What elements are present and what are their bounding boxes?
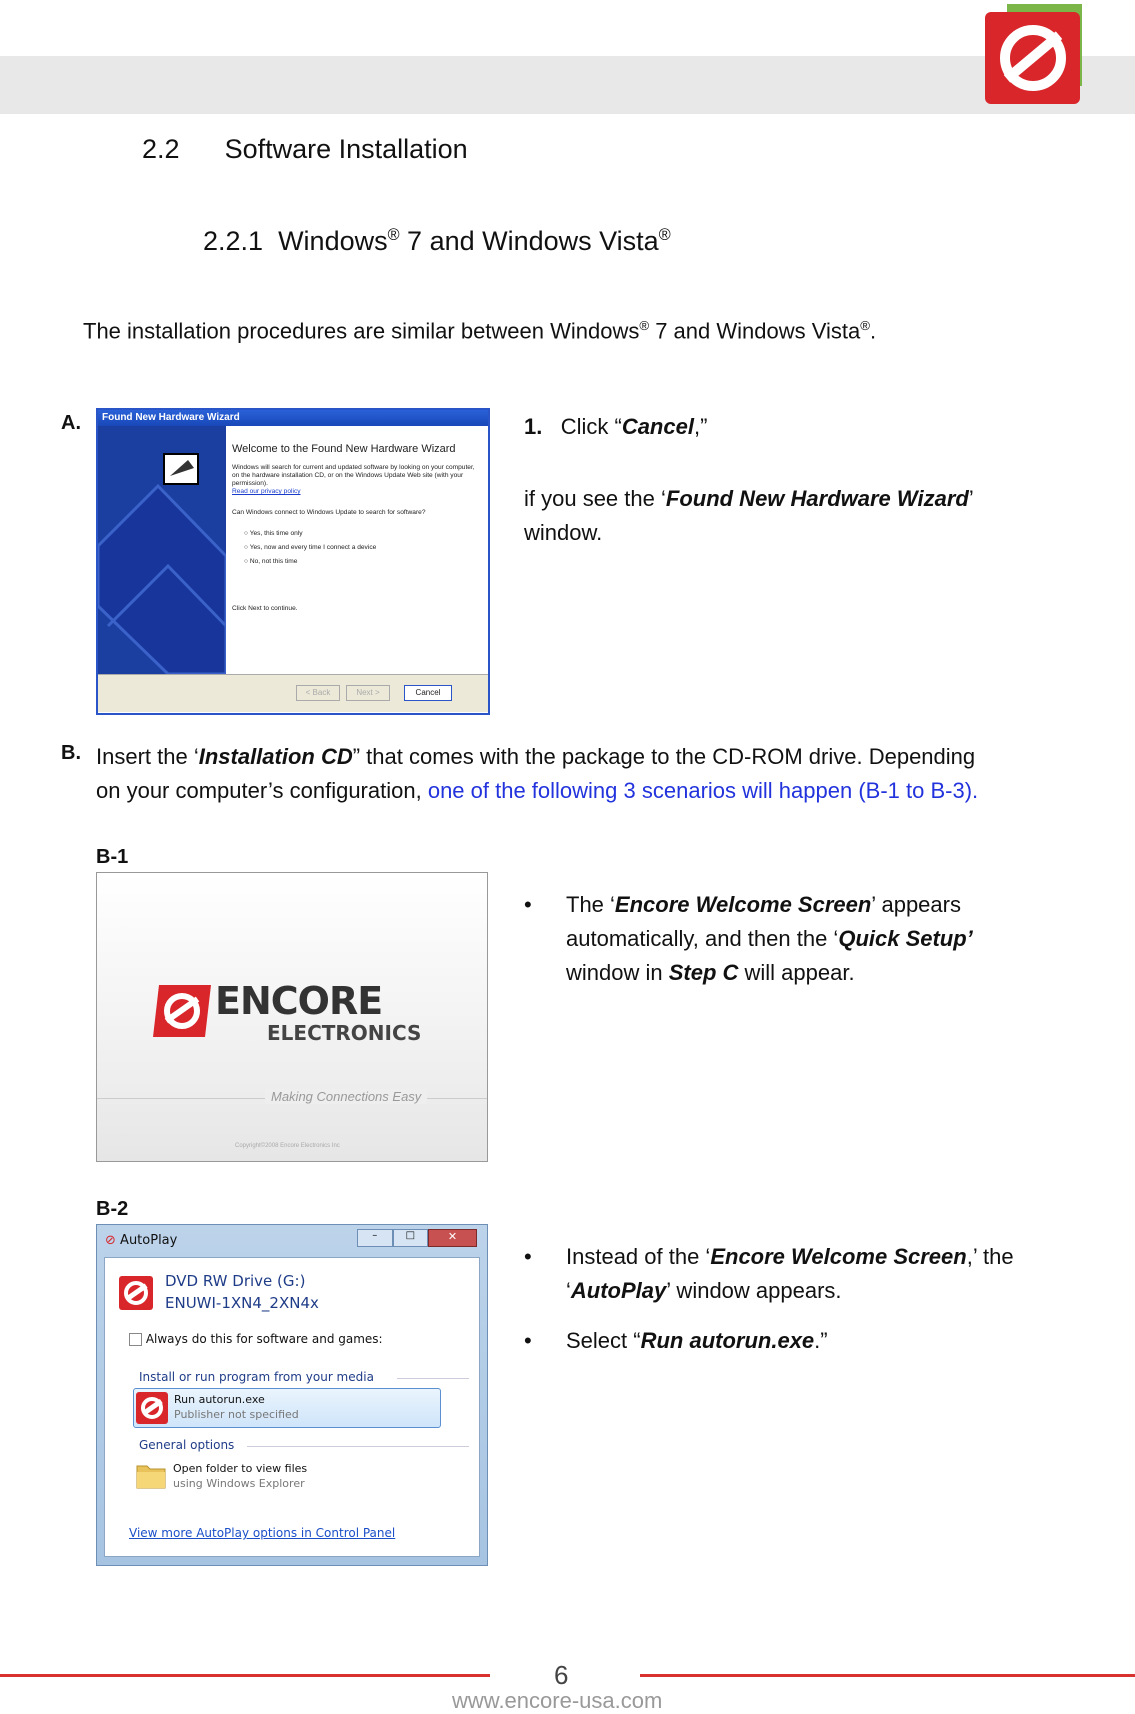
install-section-label: Install or run program from your media [139,1370,374,1384]
run-autorun-option[interactable] [133,1388,441,1428]
folder-icon [135,1460,167,1490]
minimize-icon[interactable]: – [357,1229,393,1247]
drive-name: DVD RW Drive (G:) [165,1272,306,1290]
intro-paragraph: The installation procedures are similar between Windows® 7 and Windows Vista®. [83,318,877,344]
b2-bullet-text-2: • Select “Run autorun.exe.” [524,1324,1106,1358]
section-heading: 2.2 Software Installation [142,134,468,164]
header-band [0,56,1135,114]
encore-splash-logo-icon [153,985,211,1037]
bullet-icon: • [524,1328,532,1353]
open-folder-option[interactable] [133,1458,439,1494]
footer-line-left [0,1674,490,1677]
always-checkbox[interactable]: Always do this for software and games: [129,1332,383,1346]
splash-tagline: Making Connections Easy [265,1089,427,1104]
step-a-label: A. [61,412,81,434]
b2-label: B-2 [96,1198,129,1220]
cancel-button[interactable]: Cancel [404,685,452,701]
option-yes-once[interactable]: ○ Yes, this time only [244,530,303,537]
found-new-hardware-wizard-screenshot [96,408,490,715]
wizard-side-panel [98,426,226,674]
close-icon[interactable]: ✕ [428,1229,477,1247]
wizard-title: Found New Hardware Wizard [98,410,488,426]
privacy-link[interactable]: Read our privacy policy [232,488,301,495]
general-options-label: General options [139,1438,235,1452]
drive-subtitle: ENUWI-1XN4_2XN4x [165,1294,319,1312]
more-autoplay-link[interactable]: View more AutoPlay options in Control Panel [129,1526,396,1540]
splash-brand-bottom: ELECTRONICS [267,1021,422,1045]
back-button[interactable]: < Back [296,685,340,701]
open-folder-subtitle: using Windows Explorer [173,1477,305,1490]
run-logo-icon [136,1392,168,1424]
splash-copyright: Copyright©2008 Encore Electronics Inc [235,1143,340,1149]
next-button[interactable]: Next > [346,685,390,701]
step-a-note: if you see the ‘Found New Hardware Wizard’ window. [524,486,973,545]
wizard-question: Can Windows connect to Windows Update to search for software? [232,509,426,516]
maximize-icon[interactable]: □ [393,1229,429,1247]
bullet-icon: • [524,1244,532,1269]
run-label: Run autorun.exe [174,1393,265,1406]
footer-line-right [640,1674,1135,1677]
run-subtitle: Publisher not specified [174,1408,299,1421]
subsection-heading: 2.2.1 Windows® 7 and Windows Vista® [203,226,671,256]
autoplay-window-screenshot [96,1224,488,1566]
open-folder-label: Open folder to view files [173,1462,308,1475]
step-b-paragraph: Insert the ‘Installation CD” that comes with the package to the CD-ROM drive. Depending on your computer’s configuration, one of the following 3 scenarios will happen (B-1 to B-3). [96,744,979,803]
autoplay-title-icon: ⊘ [105,1233,116,1248]
wizard-footer: Click Next to continue. [232,605,298,612]
splash-brand-top: ENCORE [215,979,383,1023]
b1-bullet-text: • The ‘Encore Welcome Screen’ appears automatically, and then the ‘Quick Setup’ window in Step C will appear. [524,888,1046,990]
step-b-label: B. [61,742,81,764]
drive-logo-icon [119,1276,153,1310]
encore-logo-icon [985,4,1097,104]
option-no[interactable]: ○ No, not this time [244,558,298,565]
page-number: 6 [554,1660,569,1690]
wizard-body: Windows will search for current and updated software by looking on your computer, on the hardware installation CD, or on the Windows Update Web site (with your permission). [232,464,475,487]
b1-label: B-1 [96,846,129,868]
autoplay-title: ⊘ AutoPlay [105,1233,178,1248]
bullet-icon: • [524,892,532,917]
encore-welcome-screen-screenshot [96,872,488,1162]
option-yes-always[interactable]: ○ Yes, now and every time I connect a device [244,544,377,551]
wizard-heading: Welcome to the Found New Hardware Wizard [232,443,456,455]
step-a-instruction: 1. Click “Cancel,” [524,414,708,439]
footer-url[interactable]: www.encore-usa.com [452,1688,663,1713]
b2-bullet-text-1: • Instead of the ‘Encore Welcome Screen,’ the ‘AutoPlay’ window appears. [524,1240,1106,1308]
